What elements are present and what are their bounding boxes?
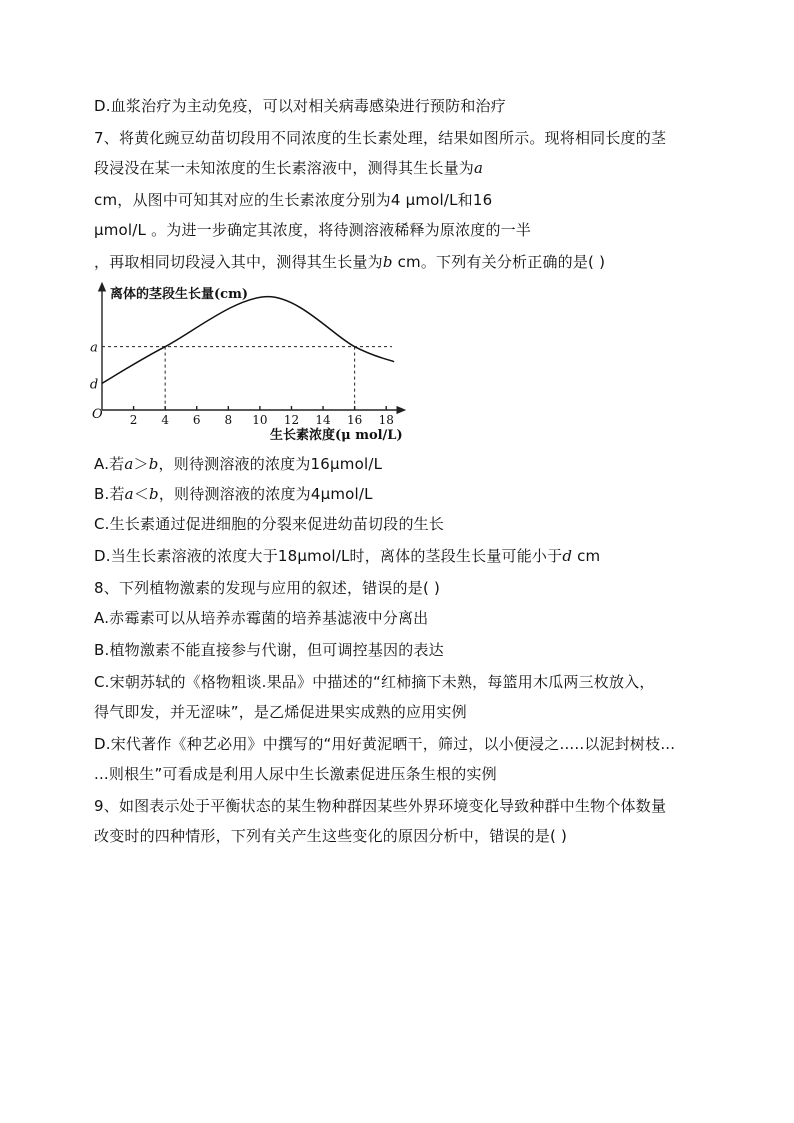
x-tick-label: 6	[192, 413, 201, 427]
q7-option-d-var-d: d	[562, 547, 573, 565]
y-tick-label-a: a	[90, 340, 98, 356]
q8-option-b: B.植物激素不能直接参与代谢，但可调控基因的表达	[94, 641, 444, 659]
y-axis-label: 离体的茎段生长量(cm)	[110, 287, 248, 302]
q7-stem-line2	[94, 158, 483, 178]
q7-option-b-pre: B.若	[94, 485, 125, 503]
q9-stem-line2: 改变时的四种情形，下列有关产生这些变化的原因分析中，错误的是( )	[94, 827, 568, 845]
q7-var-b: b	[382, 253, 393, 271]
q7-option-a-var-b: b	[148, 455, 159, 473]
y-tick-label-d: d	[89, 377, 99, 393]
q8-option-c-line2: 得气即发，并无涩味”，是乙烯促进果实成熟的应用实例	[94, 703, 467, 721]
q6-option-d: D.血浆治疗为主动免疫，可以对相关病毒感染进行预防和治疗	[94, 97, 506, 115]
q7-option-d	[94, 546, 600, 566]
x-tick-label: 12	[283, 413, 300, 427]
x-tick-label: 16	[346, 413, 363, 427]
q7-stem-line5-pre: ，再取相同切段浸入其中，测得其生长量为	[94, 253, 383, 271]
q8-option-a: A.赤霉素可以从培养赤霉菌的培养基滤液中分离出	[94, 609, 429, 627]
growth-curve	[102, 297, 394, 384]
q7-stem-line4: μmol/L 。为进一步确定其浓度，将待测溶液稀释为原浓度的一半	[94, 221, 532, 239]
q8-option-d-line2: ...则根生”可看成是利用人尿中生长激素促进压条生根的实例	[94, 765, 497, 783]
q7-option-d-post: cm	[572, 547, 601, 565]
x-tick-label: 10	[252, 413, 268, 427]
q7-option-b	[94, 484, 373, 504]
q8-option-d-line1: D.宋代著作《种艺必用》中撰写的“用好黄泥晒干，筛过，以小便浸之.....以泥封树枝...	[94, 735, 676, 753]
q8-stem: 8、下列植物激素的发现与应用的叙述，错误的是( )	[94, 579, 441, 597]
q7-stem-line1: 7、将黄化豌豆幼苗切段用不同浓度的生长素处理，结果如图所示。现将相同长度的茎	[94, 129, 667, 147]
q7-option-b-post: ，则待测溶液的浓度为4μmol/L	[158, 485, 373, 503]
origin-label: O	[92, 407, 103, 422]
x-tick-label: 18	[378, 413, 394, 427]
x-axis-label: 生长素浓度(μ mol/L)	[270, 428, 403, 443]
q9-stem-line1: 9、如图表示处于平衡状态的某生物种群因某些外界环境变化导致种群中生物个体数量	[94, 797, 667, 815]
x-tick-label: 8	[224, 413, 233, 427]
q7-stem-line5-post: cm。下列有关分析正确的是( )	[392, 253, 606, 271]
growth-chart	[88, 280, 408, 448]
q7-option-c: C.生长素通过促进细胞的分裂来促进幼苗切段的生长	[94, 515, 445, 533]
q7-option-a-sign: ＞	[133, 455, 149, 473]
q7-stem-line5	[94, 252, 605, 272]
q7-option-b-var-a: a	[124, 485, 134, 503]
q7-option-a-post: ，则待测溶液的浓度为16μmol/L	[158, 455, 383, 473]
q7-option-a	[94, 454, 382, 474]
x-tick-label: 14	[315, 413, 331, 427]
q7-var-a: a	[474, 159, 484, 177]
q7-stem-line2-text: 段浸没在某一未知浓度的生长素溶液中，测得其生长量为	[94, 159, 475, 177]
x-tick-label: 2	[129, 413, 138, 427]
q7-option-b-var-b: b	[149, 485, 159, 503]
q7-option-d-pre: D.当生长素溶液的浓度大于18μmol/L时，离体的茎段生长量可能小于	[94, 547, 563, 565]
q7-option-a-var-a: a	[124, 455, 134, 473]
x-tick-label: 4	[161, 413, 169, 427]
q8-option-c-line1: C.宋朝苏轼的《格物粗谈.果品》中描述的“红柿摘下未熟，每篮用木瓜两三枚放入，	[94, 673, 655, 691]
q7-option-b-sign: ＜	[133, 485, 150, 503]
q7-option-a-pre: A.若	[94, 455, 125, 473]
q7-stem-line3: cm，从图中可知其对应的生长素浓度分别为4 μmol/L和16	[94, 191, 493, 209]
